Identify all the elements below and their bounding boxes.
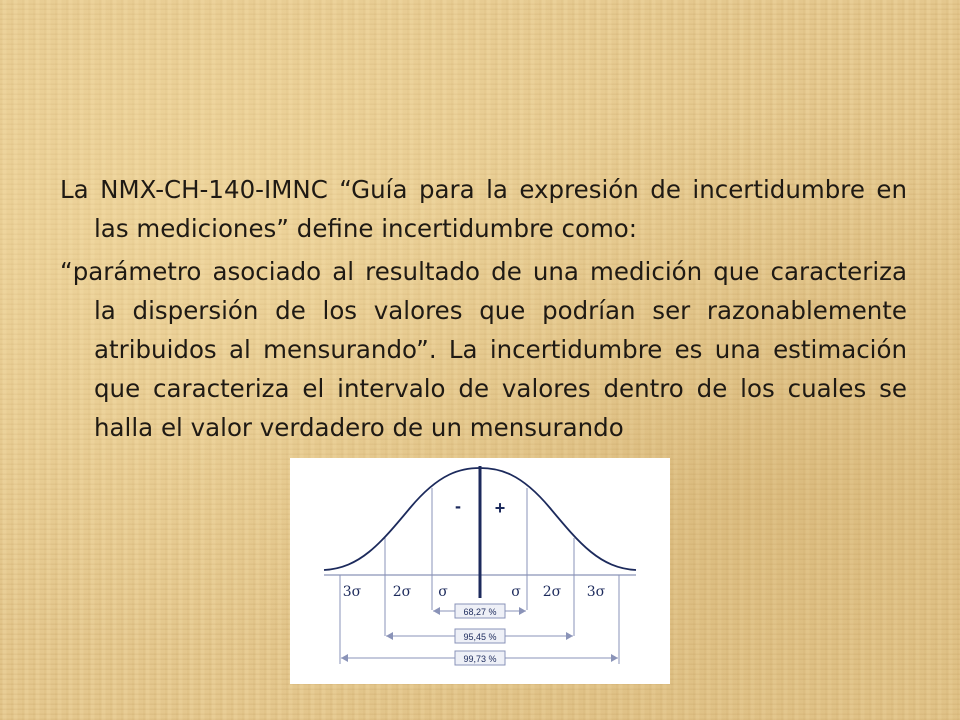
slide-text [60, 170, 907, 447]
arrowhead [433, 607, 440, 615]
interval-2sigma-label: 95,45 % [463, 632, 497, 642]
sigma-label: 3σ [342, 584, 362, 600]
arrowhead [341, 654, 348, 662]
arrowhead [611, 654, 618, 662]
interval-1sigma-label: 68,27 % [463, 607, 497, 617]
definition-intro: La NMX-CH-140-IMNC “Guía para la expresión de incertidumbre en las mediciones” define incertidumbre como: [60, 175, 907, 243]
sigma-label: 3σ [586, 584, 606, 600]
sigma-label: σ [511, 584, 521, 600]
interval-3sigma-label: 99,73 % [463, 654, 497, 664]
normal-distribution-diagram [290, 458, 670, 684]
minus-sign: - [455, 496, 461, 516]
sigma-label: σ [438, 584, 448, 600]
normal-distribution-figure [290, 458, 670, 684]
definition-quote: “parámetro asociado al resultado de una medición que caracteriza la dispersión de los valores que podrían ser razonablemente atribuidos al mensurando”. La incertidumbre es una estimación que caracteriza el intervalo de valores dentro de los cuales se halla el valor verdadero de un mensurando [60, 257, 907, 442]
arrowhead [386, 632, 393, 640]
arrowhead [519, 607, 526, 615]
arrowhead [566, 632, 573, 640]
sigma-label: 2σ [542, 584, 562, 600]
plus-sign: + [494, 498, 506, 518]
sigma-label: 2σ [392, 584, 412, 600]
